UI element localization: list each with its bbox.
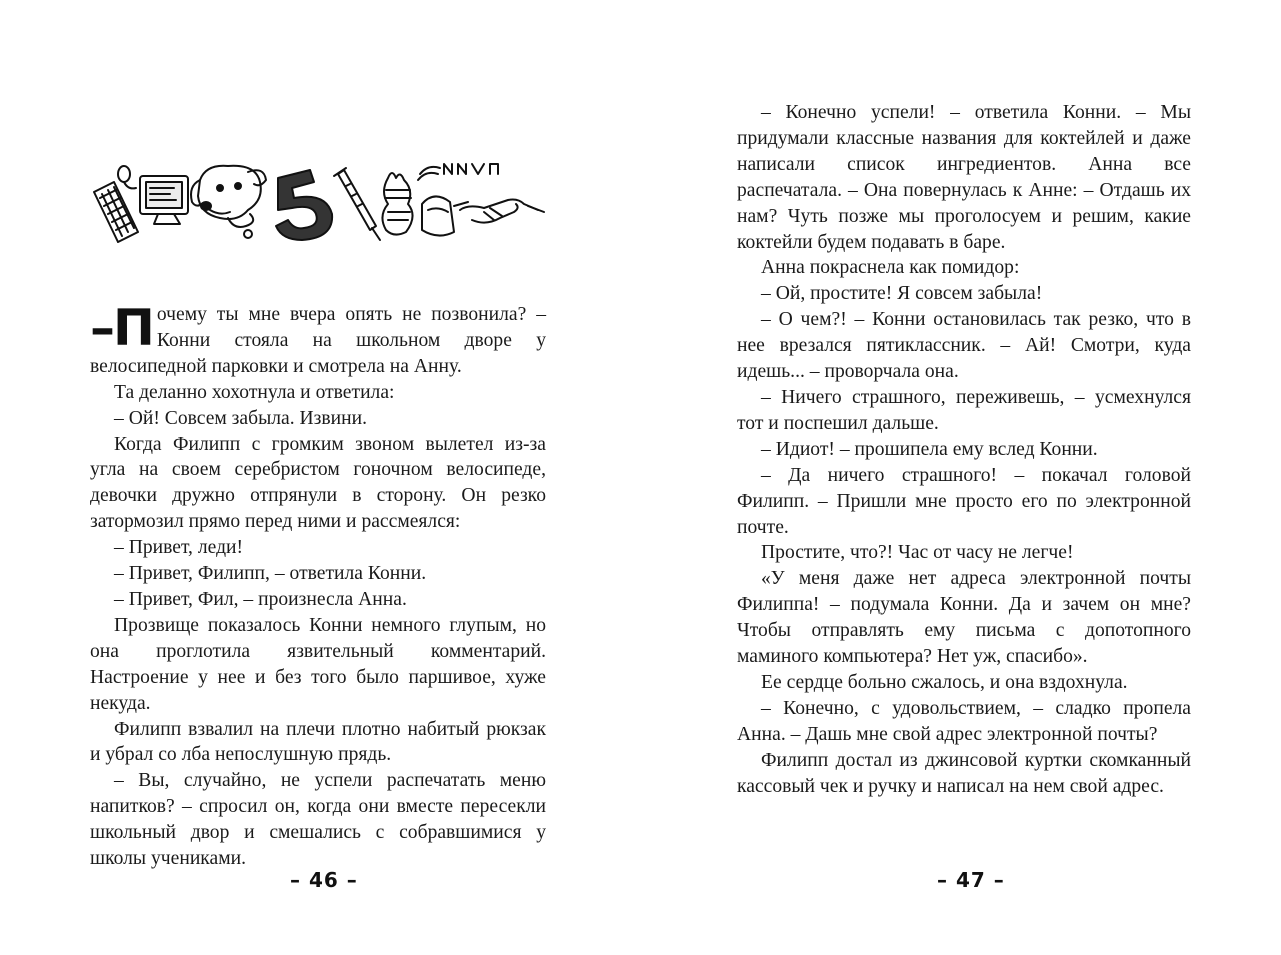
computer-monitor-icon [140,176,188,224]
drop-cap: –П [90,299,153,357]
paragraph: Филипп взвалил на плечи плотно набитый рюкзак и убрал со лба непослушную прядь. [90,718,546,766]
right-page-text [737,100,1191,799]
paragraph: – О чем?! – Конни остановилась так резко, что в нее врезался пятиклассник. – Ай! Смотри, куда идешь... – проворчала она. [737,309,1191,383]
chapter-header-illustration [88,160,548,245]
paper-bag-icon [422,196,454,235]
page-number: – 47 – [937,868,1005,892]
paragraph: – Ой! Совсем забыла. Извини. [114,407,368,429]
paragraph: –П очему ты мне вчера опять не позвонила? – Конни стояла на школьном дворе у велосипедной парковки и смотрела на Анну. [90,299,546,377]
handshake-icon [454,200,544,223]
left-page-text [90,299,546,872]
right-page [640,0,1281,955]
paragraph: – Конечно, с удовольствием, – сладко пропела Анна. – Дашь мне свой адрес электронной почты? [737,697,1191,745]
filipp-lettering [418,164,498,180]
paragraph: Простите, что?! Час от часу не легче! [761,542,1074,564]
mouse-icon [118,166,136,188]
left-page [0,0,640,955]
swimsuit-icon [382,173,412,235]
paragraph: – Конечно успели! – ответила Конни. – Мы придумали классные названия для коктейлей и даже написали список ингредиентов. Анна все распечатала. – Она повернулась к Анне: – Отдашь их нам? Чуть позже мы проголосуем и решим, какие коктейли будем подавать в баре. [737,102,1191,253]
paragraph: – Ой, простите! Я совсем забыла! [761,283,1043,305]
paragraph: – Ничего страшного, переживешь, – усмехнулся тот и поспешил дальше. [737,386,1191,434]
paragraph: Прозвище показалось Конни немного глупым, но она проглотила язвительный комментарий. Настроение у нее и без того было паршивое, хуже некуда. [90,614,546,714]
paragraph: Когда Филипп с громким звоном вылетел из-за угла на своем серебристом гоночном велосипеде, девочки дружно отпрянули в сторону. Он резко затормозил прямо перед ними и рассмеялся: [90,433,546,533]
paragraph: «У меня даже нет адреса электронной почты Филиппа! – подумала Конни. Да и зачем он мне? Чтобы отправлять ему письма с допотопного маминого компьютера? Нет уж, спасибо». [737,568,1191,668]
page-number: – 46 – [290,868,358,892]
paragraph: – Привет, Филипп, – ответила Конни. [114,563,427,585]
paragraph: – Идиот! – прошипела ему вслед Конни. [761,438,1098,460]
paragraph: Анна покраснела как помидор: [761,257,1020,279]
number-five-icon [276,170,332,240]
syringe-icon [334,168,380,240]
paragraph: – Привет, леди! [114,537,244,559]
paragraph: – Привет, Фил, – произнесла Анна. [114,588,407,610]
dog-icon [191,166,266,238]
paragraph: Та деланно хохотнула и ответила: [114,381,395,403]
paragraph: – Да ничего страшного! – покачал головой Филипп. – Пришли мне просто его по электронной почте. [737,464,1191,538]
paragraph: Ее сердце больно сжалось, и она вздохнула. [761,671,1128,693]
paragraph: – Вы, случайно, не успели распечатать меню напитков? – спросил он, когда они вместе пересекли школьный двор и смешались с собравшимися у школы учениками. [90,770,546,870]
paragraph: Филипп достал из джинсовой куртки скомканный кассовый чек и ручку и написал на нем свой адрес. [737,749,1191,797]
keyboard-icon [94,182,138,242]
